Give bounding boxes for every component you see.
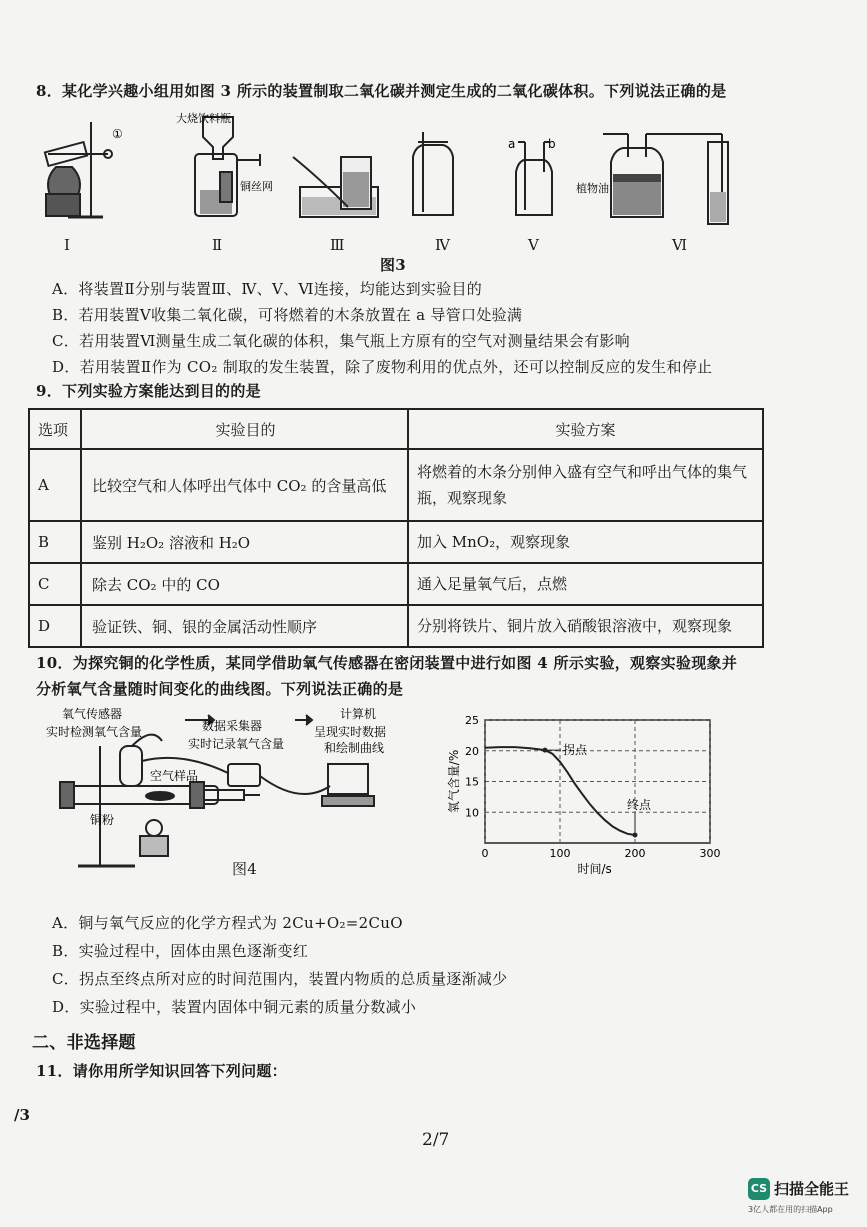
chart-y-tick: 10: [465, 806, 479, 820]
table-cell: 比较空气和人体呼出气体中 CO₂ 的含量高低: [81, 449, 408, 521]
q10-option-a: A．铜与氧气反应的化学方程式为 2Cu+O₂=2CuO: [52, 914, 403, 932]
air-sample-label: 空气样品: [150, 769, 199, 783]
table-cell: B: [29, 521, 81, 563]
table-cell: 将燃着的木条分别伸入盛有空气和呼出气体的集气瓶，观察现象: [408, 449, 763, 521]
chart-x-tick: 200: [624, 847, 646, 860]
oxygen-chart: [440, 708, 730, 878]
table-cell: 加入 MnO₂，观察现象: [408, 521, 763, 563]
q9-table: [28, 408, 764, 648]
chart-annotation-point: [633, 833, 638, 838]
chart-x-tick: 0: [481, 847, 489, 860]
table-header-cell: 选项: [29, 409, 81, 449]
fig3-mark-oil: 植物油: [576, 182, 609, 195]
chart-annotation-label: 拐点: [563, 743, 588, 758]
figure-4-apparatus: [40, 706, 430, 876]
apparatus-label-6: Ⅵ: [672, 236, 688, 254]
q10-stem-line2: 分析氧气含量随时间变化的曲线图。下列说法正确的是: [36, 680, 404, 698]
fig3-mark-bottle: 大烧饮料瓶: [176, 112, 231, 125]
table-cell: 除去 CO₂ 中的 CO: [81, 563, 408, 605]
chart-y-label: 氧气含量/%: [447, 749, 461, 814]
table-cell: 分别将铁片、铜片放入硝酸银溶液中，观察现象: [408, 605, 763, 647]
chart-y-tick: 15: [465, 775, 479, 789]
scanner-tagline: 3亿人都在用的扫描App: [748, 1205, 833, 1214]
q8-option-b: B．若用装置Ⅴ收集二氧化碳，可将燃着的木条放置在 a 导管口处验满: [52, 306, 523, 324]
sensor-label-sub: 实时检测氧气含量: [46, 725, 143, 739]
apparatus-label-4: Ⅳ: [435, 236, 450, 254]
q10-stem-line1: 10．为探究铜的化学性质，某同学借助氧气传感器在密闭装置中进行如图 4 所示实验，观察实验现象并: [36, 654, 738, 672]
figure-3-caption: 图3: [380, 256, 407, 274]
chart-y-tick: 20: [465, 744, 479, 758]
fig3-port-a: a: [508, 137, 516, 151]
scanner-brand: 扫描全能王: [774, 1180, 850, 1198]
section-2-heading: 二、非选择题: [32, 1033, 136, 1053]
chart-x-tick: 300: [699, 847, 721, 860]
apparatus-label-2: Ⅱ: [212, 236, 223, 254]
table-row: [29, 449, 763, 521]
q10-option-b: B．实验过程中，固体由黑色逐渐变红: [52, 942, 309, 960]
table-header-cell: 实验方案: [408, 409, 763, 449]
page-number: 2/7: [422, 1130, 450, 1150]
fig3-mark-a: ①: [112, 127, 123, 141]
figure-4-caption: 图4: [232, 860, 258, 878]
table-cell: D: [29, 605, 81, 647]
apparatus-label-5: Ⅴ: [528, 236, 539, 254]
chart-x-tick: 100: [549, 847, 571, 860]
table-cell: C: [29, 563, 81, 605]
figure-3-apparatus: [28, 112, 748, 252]
table-cell: 通入足量氧气后，点燃: [408, 563, 763, 605]
computer-label-sub1: 呈现实时数据: [314, 725, 387, 739]
table-header-row: [29, 409, 763, 449]
q10-option-c: C．拐点至终点所对应的时间范围内，装置内物质的总质量逐渐减少: [52, 970, 508, 988]
collector-label: 数据采集器: [202, 719, 263, 733]
table-cell: 鉴别 H₂O₂ 溶液和 H₂O: [81, 521, 408, 563]
camscanner-icon: CS: [748, 1178, 770, 1200]
sensor-label: 氧气传感器: [62, 707, 123, 721]
chart-x-label: 时间/s: [577, 862, 612, 876]
q8-option-a: A．将装置Ⅱ分别与装置Ⅲ、Ⅳ、Ⅴ、Ⅵ连接，均能达到实验目的: [52, 280, 483, 298]
table-header-cell: 实验目的: [81, 409, 408, 449]
q8-stem: 8．某化学兴趣小组用如图 3 所示的装置制取二氧化碳并测定生成的二氧化碳体积。下列说法正确的是: [36, 82, 727, 100]
table-cell: A: [29, 449, 81, 521]
q9-stem: 9．下列实验方案能达到目的的是: [36, 382, 261, 400]
fig3-mark-mesh: 铜丝网: [240, 180, 273, 193]
q8-option-d: D．若用装置Ⅱ作为 CO₂ 制取的发生装置，除了废物利用的优点外，还可以控制反应的发生和停止: [52, 358, 713, 376]
collector-label-sub: 实时记录氧气含量: [188, 737, 285, 751]
table-row: [29, 605, 763, 647]
chart-y-tick: 25: [465, 714, 479, 727]
fig3-port-b: b: [548, 137, 556, 151]
computer-label-sub2: 和绘制曲线: [324, 741, 385, 755]
q8-option-c: C．若用装置Ⅵ测量生成二氧化碳的体积，集气瓶上方原有的空气对测量结果会有影响: [52, 332, 630, 350]
apparatus-label-1: Ⅰ: [64, 236, 70, 254]
q10-option-d: D．实验过程中，装置内固体中铜元素的质量分数减小: [52, 998, 417, 1016]
table-row: [29, 521, 763, 563]
copper-powder-label: 铜粉: [90, 813, 115, 827]
table-row: [29, 563, 763, 605]
apparatus-label-3: Ⅲ: [330, 236, 345, 254]
chart-annotation-label: 终点: [627, 798, 652, 813]
page-edge-mark: /3: [14, 1106, 30, 1124]
chart-annotation-point: [543, 748, 548, 753]
q11-stem: 11．请你用所学知识回答下列问题：: [36, 1062, 287, 1080]
computer-label: 计算机: [340, 707, 377, 721]
table-cell: 验证铁、铜、银的金属活动性顺序: [81, 605, 408, 647]
